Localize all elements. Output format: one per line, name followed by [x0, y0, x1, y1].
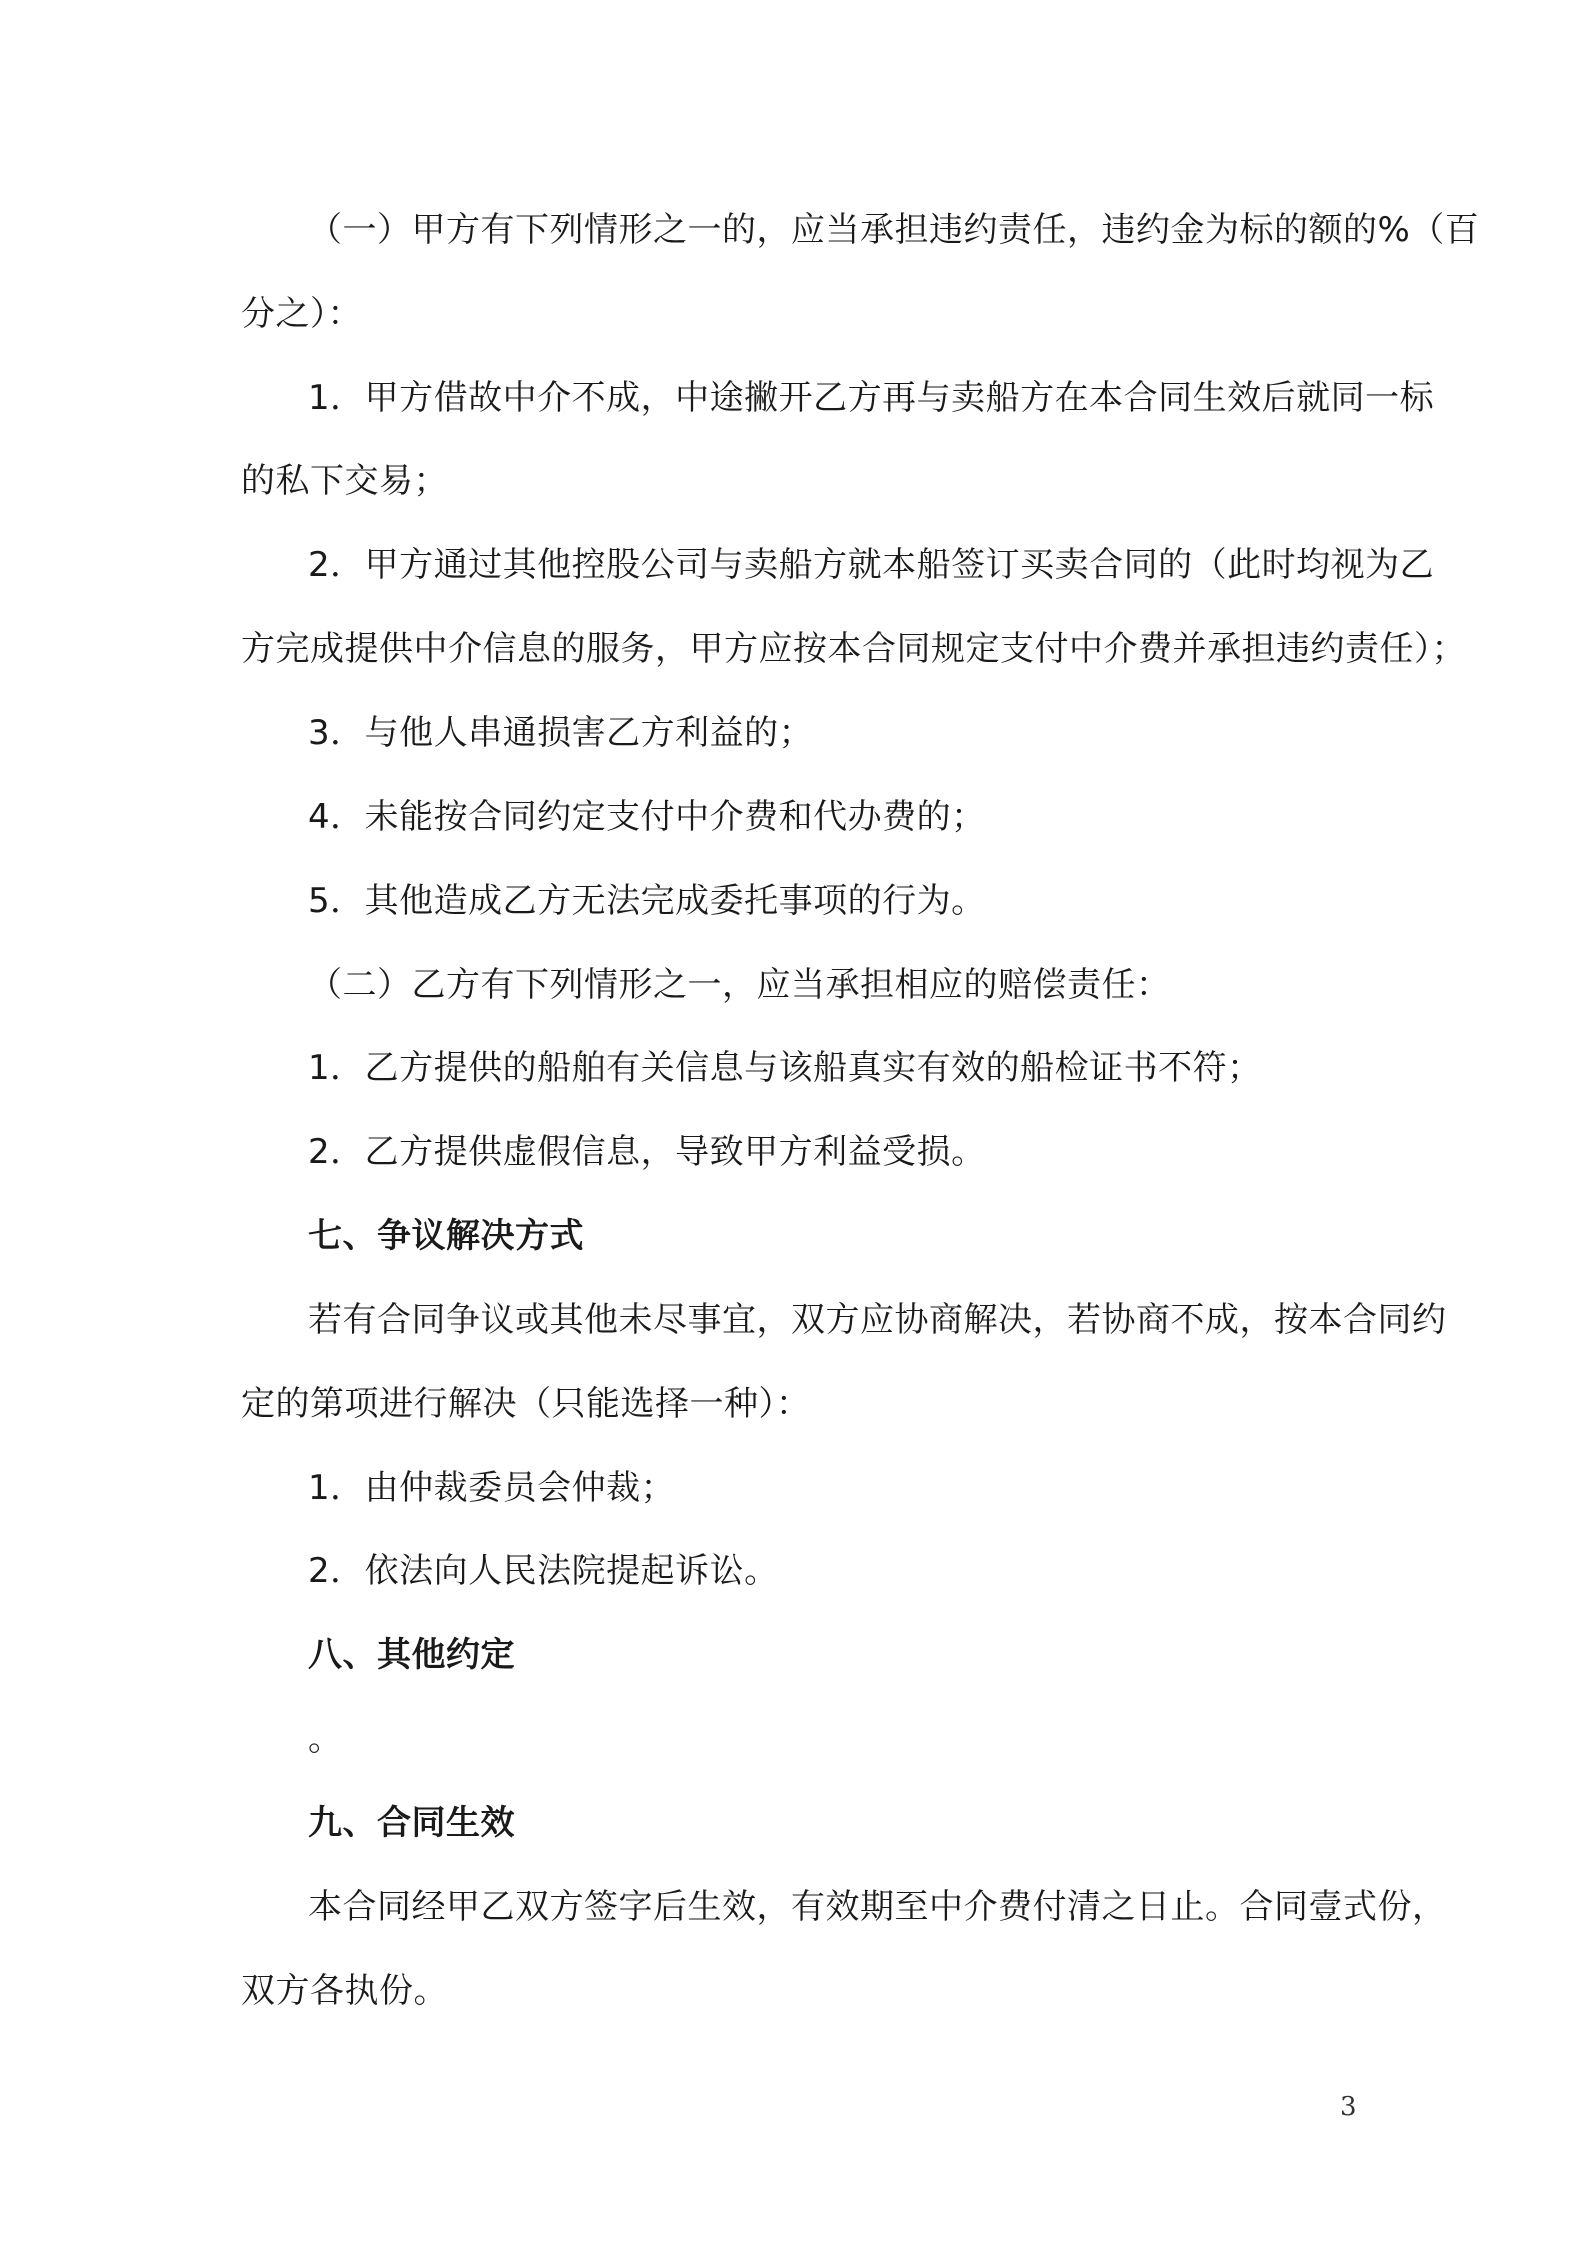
section-heading-eight: 八、其他约定: [308, 1635, 515, 1675]
section-seven-text-line-1: 若有合同争议或其他未尽事宜，双方应协商解决，若协商不成，按本合同约: [308, 1300, 1447, 1340]
section-seven-item-1: 1．由仲裁委员会仲裁；: [308, 1468, 676, 1508]
clause-two-item-2: 2．乙方提供虚假信息，导致甲方利益受损。: [308, 1132, 986, 1172]
page-number: 3: [1340, 2092, 1357, 2122]
clause-one-item-4: 4．未能按合同约定支付中介费和代办费的；: [308, 797, 986, 837]
clause-one-item-1-line-1: 1．甲方借故中介不成，中途撇开乙方再与卖船方在本合同生效后就同一标: [308, 378, 1435, 418]
clause-one-item-2-line-2: 方完成提供中介信息的服务，甲方应按本合同规定支付中介费并承担违约责任）；: [241, 629, 1466, 669]
section-nine-text-line-2: 双方各执份。: [241, 1971, 448, 2011]
clause-one-intro-line-1: （一）甲方有下列情形之一的，应当承担违约责任，违约金为标的额的%（百: [308, 210, 1480, 250]
clause-two-item-1: 1．乙方提供的船舶有关信息与该船真实有效的船检证书不符；: [308, 1048, 1262, 1088]
section-heading-nine: 九、合同生效: [308, 1803, 515, 1843]
section-heading-seven: 七、争议解决方式: [308, 1216, 584, 1256]
clause-one-item-2-line-1: 2．甲方通过其他控股公司与卖船方就本船签订买卖合同的（此时均视为乙: [308, 545, 1435, 585]
clause-one-item-5: 5．其他造成乙方无法完成委托事项的行为。: [308, 881, 986, 921]
clause-two-intro: （二）乙方有下列情形之一，应当承担相应的赔偿责任：: [308, 965, 1171, 1005]
section-seven-item-2: 2．依法向人民法院提起诉讼。: [308, 1551, 779, 1591]
clause-one-intro-line-2: 分之）：: [241, 294, 362, 334]
section-nine-text-line-1: 本合同经甲乙双方签字后生效，有效期至中介费付清之日止。合同壹式份，: [308, 1887, 1447, 1927]
clause-one-item-1-line-2: 的私下交易；: [241, 461, 448, 501]
clause-one-item-3: 3．与他人串通损害乙方利益的；: [308, 713, 814, 753]
section-eight-text: 。: [308, 1719, 343, 1759]
section-seven-text-line-2: 定的第项进行解决（只能选择一种）：: [241, 1384, 811, 1424]
